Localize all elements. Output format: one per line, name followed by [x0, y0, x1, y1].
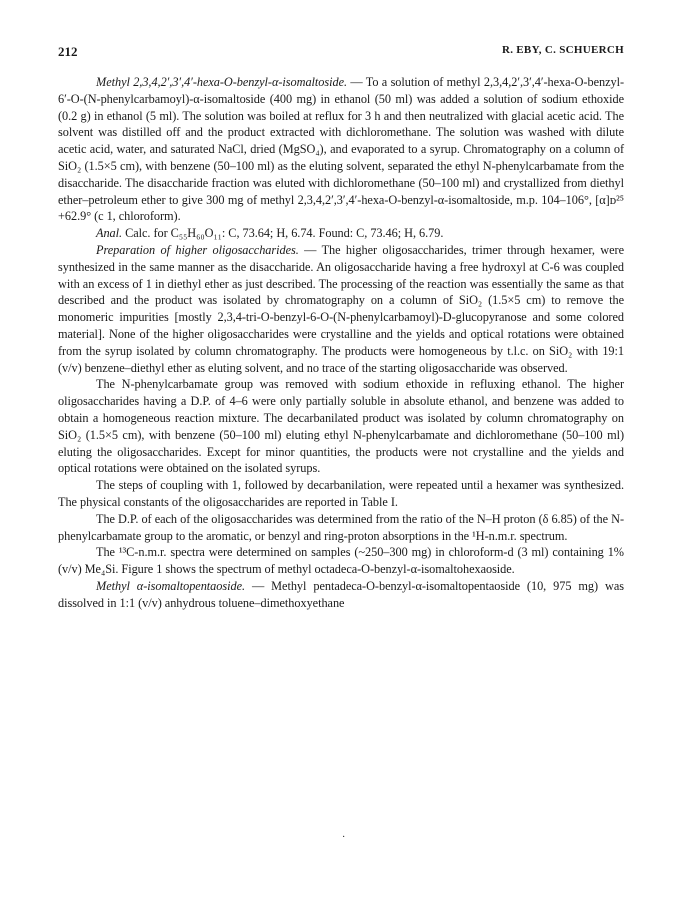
footer-mark: · [342, 832, 346, 843]
paragraph-analysis [58, 225, 624, 242]
page-header [58, 44, 624, 62]
paragraph-text: — The higher oligosaccharides, trimer through hexamer, were synthesized in the same manner as the disaccharide. An oligosaccharide having a free hydroxyl at C-6 was coupled with an excess of 1 in diethyl ether as just described. The processing of the reaction was essentially the same as that described and the product was isolated by chromatography on a column of SiO₂ (1.5×5 cm) to remove the monomeric impurities [mostly 2,3,4-tri-O-benzyl-6-O-(N-phenylcarbamoyl)-D-glucopyranose and some colored material]. None of the higher oligosaccharides were crystalline and the yields and optical rotations were obtained from the syrup isolated by column chromatography. The products were homogeneous by t.l.c. on SiO₂ with 19:1 (v/v) benzene–diethyl ether as eluting solvent, and no trace of the starting oligosaccharide was observed. [58, 242, 624, 375]
paragraph-text: — To a solution of methyl 2,3,4,2′,3′,4′-hexa-O-benzyl-6′-O-(N-phenylcarbamoyl)-α-isomaltoside (400 mg) in ethanol (50 ml) was added a solution of sodium ethoxide (0.2 g) in ethanol (5 ml). The solution was boiled at reflux for 3 h and then neutralized with glacial acetic acid. The solvent was distilled off and the product extracted with dichloromethane. The solution was washed with dilute acetic acid, water, and saturated NaCl, dried (MgSO₄), and evaporated to a syrup. Chromatography on a column of SiO₂ (1.5×5 cm), with benzene (50–100 ml) as the eluting solvent, separated the ethyl N-phenylcarbamate from the disaccharide. The disaccharide fraction was eluted with dichloromethane (50–100 ml) and crystallized from diethyl ether–petroleum ether to give 300 mg of methyl 2,3,4,2′,3′,4′-hexa-O-benzyl-α-isomaltoside, m.p. 104–106°, [α]ᴅ²⁵ +62.9° (c 1, chloroform). [58, 75, 624, 224]
body-text [58, 74, 624, 612]
paragraph-coupling-steps [58, 477, 624, 511]
paragraph-text: Calc. for C₅₅H₆₀O₁₁: C, 73.64; H, 6.74. Found: C, 73.46; H, 6.79. [122, 226, 444, 241]
page-number: 212 [58, 44, 78, 59]
paragraph-text: The ¹³C-n.m.r. spectra were determined on samples (~250–300 mg) in chloroform-d (3 ml) containing 1% (v/v) Me₄Si. Figure 1 shows the spectrum of methyl octadeca-O-benzyl-α-isomaltohexaoside. [58, 545, 624, 577]
paragraph-isomaltopentaoside [58, 578, 624, 612]
paragraph-hexa-o-benzyl-isomaltoside [58, 74, 624, 225]
paragraph-dp-determination [58, 511, 624, 545]
paragraph-higher-oligosaccharides [58, 242, 624, 376]
paragraph-lead: Methyl 2,3,4,2′,3′,4′-hexa-O-benzyl-α-isomaltoside. [96, 75, 348, 89]
paragraph-text: — Methyl pentadeca-O-benzyl-α-isomaltopentaoside (10, 975 mg) was dissolved in 1:1 (v/v) anhydrous toluene–dimethoxyethane [58, 578, 624, 610]
paragraph-lead: Anal. [96, 226, 123, 241]
paragraph-lead: Methyl α-isomaltopentaoside. [96, 578, 246, 593]
running-head: R. EBY, C. SCHUERCH [501, 44, 624, 56]
paragraph-text: The N-phenylcarbamate group was removed with sodium ethoxide in refluxing ethanol. The higher oligosaccharides having a D.P. of 4–6 were only partially soluble in absolute ethanol, and benzene was added to obtain a homogeneous reaction mixture. The decarbanilated product was isolated by column chromatography on SiO₂ (1.5×5 cm), with benzene (50–100 ml) eluting ethyl N-phenylcarbamate and dichloromethane (50–100 ml) eluting the oligosaccharides. Except for minor quantities, the products were not crystalline and the yields and optical rotations were obtained on the isolated syrups. [58, 377, 624, 476]
paragraph-text: The steps of coupling with 1, followed by decarbanilation, were repeated until a hexamer was synthesized. The physical constants of the oligosaccharides are reported in Table I. [58, 478, 624, 509]
paragraph-text: The D.P. of each of the oligosaccharides was determined from the ratio of the N–H proton (δ 6.85) of the N-phenylcarbamate group to the aromatic, or benzyl and ring-proton absorptions in the ¹H-n.m.r. spectrum. [58, 511, 624, 543]
paragraph-carbamate-removal [58, 376, 624, 477]
paragraph-c13-nmr [58, 544, 624, 578]
paragraph-lead: Preparation of higher oligosaccharides. [96, 242, 299, 257]
